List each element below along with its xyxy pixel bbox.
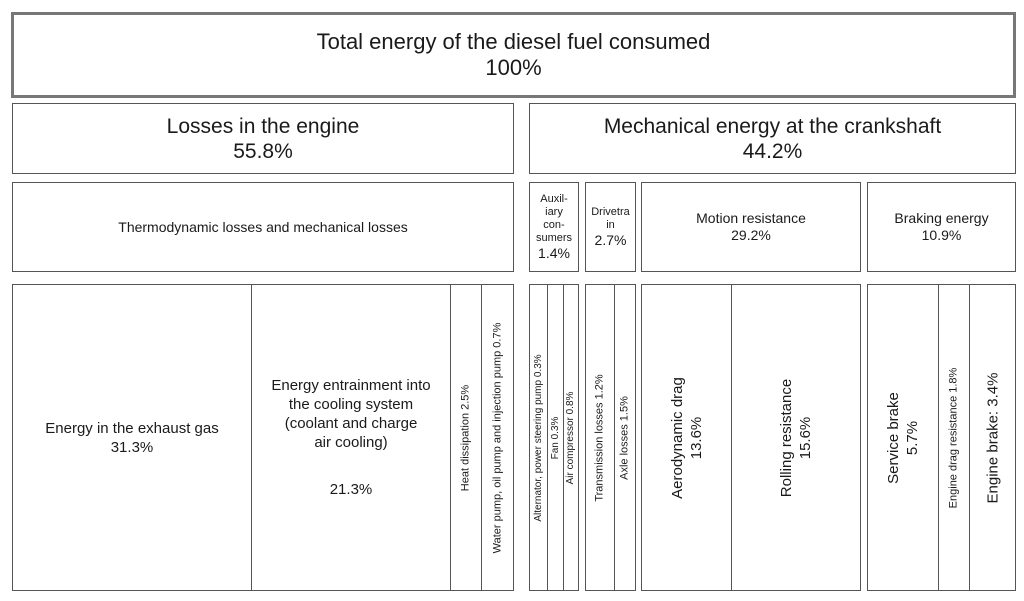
cooling-line-1: Energy entrainment into: [271, 377, 431, 394]
thermodynamic-losses-box: [12, 182, 514, 272]
cooling-line-2: the cooling system: [288, 396, 414, 413]
engine-brake-label: Engine brake: 3.4%: [984, 372, 1001, 503]
engine-brake-box: [969, 284, 1016, 591]
water-pump-label: Water pump, oil pump and injection pump 0.7%: [491, 322, 503, 553]
air-compressor-label: Air compressor 0.8%: [565, 391, 576, 484]
crankshaft-energy-box: [529, 103, 1016, 174]
braking-energy-title: Braking energy: [894, 210, 989, 226]
braking-energy-box: [867, 182, 1016, 272]
exhaust-gas-value: 31.3%: [110, 438, 154, 456]
auxiliary-consumers-box: [529, 182, 579, 272]
total-energy-value: 100%: [485, 55, 542, 80]
engine-drag-label: Engine drag resistance 1.8%: [947, 367, 960, 508]
auxiliary-line-1: Auxil-: [540, 192, 568, 205]
motion-resistance-box: [641, 182, 861, 272]
cooling-system-box: [251, 284, 451, 591]
fan-label: Fan 0.3%: [549, 416, 561, 459]
cooling-line-3: (coolant and charge: [284, 415, 418, 432]
thermodynamic-losses-title: Thermodynamic losses and mechanical losses: [118, 218, 408, 235]
total-energy-title: Total energy of the diesel fuel consumed: [316, 29, 711, 54]
motion-resistance-value: 29.2%: [731, 227, 771, 243]
heat-dissipation-label: Heat dissipation 2.5%: [459, 384, 472, 491]
alternator-box: [529, 284, 548, 591]
axle-losses-label: Axle losses 1.5%: [618, 395, 631, 480]
axle-losses-box: [614, 284, 636, 591]
total-energy-box: [11, 12, 1016, 98]
alternator-label: Alternator, power steering pump 0.3%: [532, 353, 544, 522]
fan-box: [547, 284, 564, 591]
engine-losses-value: 55.8%: [233, 139, 293, 163]
service-brake-text: [884, 392, 922, 484]
cooling-value: 21.3%: [329, 481, 373, 498]
rolling-resistance-title: Rolling resistance: [778, 378, 795, 497]
crankshaft-energy-title: Mechanical energy at the crankshaft: [603, 114, 942, 138]
motion-resistance-title: Motion resistance: [696, 210, 806, 226]
rolling-resistance-text: [777, 378, 815, 496]
auxiliary-line-4: sumers: [535, 231, 573, 244]
transmission-losses-label: Transmission losses 1.2%: [593, 373, 606, 502]
transmission-losses-box: [585, 284, 615, 591]
drivetrain-line-2: in: [606, 218, 615, 231]
auxiliary-line-2: iary: [545, 205, 563, 218]
engine-losses-box: [12, 103, 514, 174]
service-brake-title: Service brake: [885, 391, 902, 484]
aerodynamic-drag-text: [668, 377, 706, 499]
water-pump-box: [481, 284, 514, 591]
rolling-resistance-value: 15.6%: [797, 416, 814, 459]
auxiliary-value: 1.4%: [538, 244, 570, 261]
rolling-resistance-box: [731, 284, 861, 591]
engine-losses-title: Losses in the engine: [166, 114, 360, 138]
air-compressor-box: [563, 284, 579, 591]
braking-energy-value: 10.9%: [921, 227, 962, 243]
exhaust-gas-box: [12, 284, 252, 591]
service-brake-value: 5.7%: [904, 420, 921, 455]
drivetrain-value: 2.7%: [594, 231, 627, 248]
heat-dissipation-box: [450, 284, 482, 591]
drivetrain-line-1: Drivetra: [591, 205, 630, 218]
aerodynamic-drag-box: [641, 284, 732, 591]
aerodynamic-drag-title: Aerodynamic drag: [668, 376, 686, 499]
drivetrain-box: [585, 182, 636, 272]
auxiliary-line-3: con-: [543, 218, 565, 231]
cooling-line-4: air cooling): [314, 434, 388, 451]
engine-drag-box: [938, 284, 970, 591]
service-brake-box: [867, 284, 939, 591]
aerodynamic-drag-value: 13.6%: [687, 416, 705, 459]
exhaust-gas-title: Energy in the exhaust gas: [45, 419, 219, 437]
crankshaft-energy-value: 44.2%: [742, 139, 803, 163]
